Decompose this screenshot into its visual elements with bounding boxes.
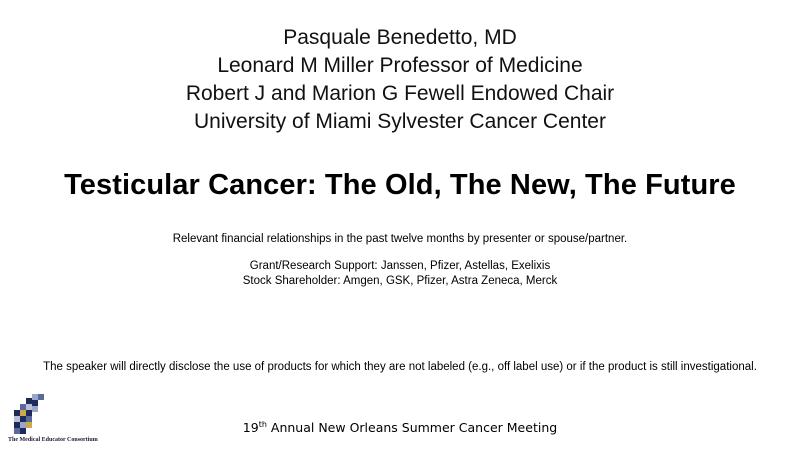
meeting-title: Annual New Orleans Summer Cancer Meeting (270, 420, 558, 435)
grant-support-line: Grant/Research Support: Janssen, Pfizer, Astellas, Exelixis (249, 260, 551, 272)
disclosure-intro: Relevant financial relationships in the past twelve months by presenter or spouse/partner. (172, 233, 628, 245)
consortium-logo-mark-icon (12, 392, 52, 436)
presenter-block (0, 24, 800, 136)
presenter-institution: University of Miami Sylvester Cancer Center (194, 110, 606, 133)
presenter-position: Leonard M Miller Professor of Medicine (217, 54, 583, 77)
meeting-number: 19 (242, 420, 259, 435)
financial-relationships (0, 259, 800, 289)
off-label-statement: The speaker will directly disclose the use of products for which they are not labeled (e.g., off label use) or if the product is still investigational. (43, 361, 757, 373)
presenter-name: Pasquale Benedetto, MD (283, 26, 517, 49)
stock-shareholder-line: Stock Shareholder: Amgen, GSK, Pfizer, Astra Zeneca, Merck (242, 275, 558, 287)
consortium-logo-text: The Medical Educator Consortium (8, 437, 98, 443)
presentation-title: Testicular Cancer: The Old, The New, The Future (64, 169, 736, 201)
presenter-chair: Robert J and Marion G Fewell Endowed Chair (185, 82, 615, 105)
consortium-logo (8, 392, 128, 444)
meeting-ordinal-suffix: th (258, 420, 267, 429)
